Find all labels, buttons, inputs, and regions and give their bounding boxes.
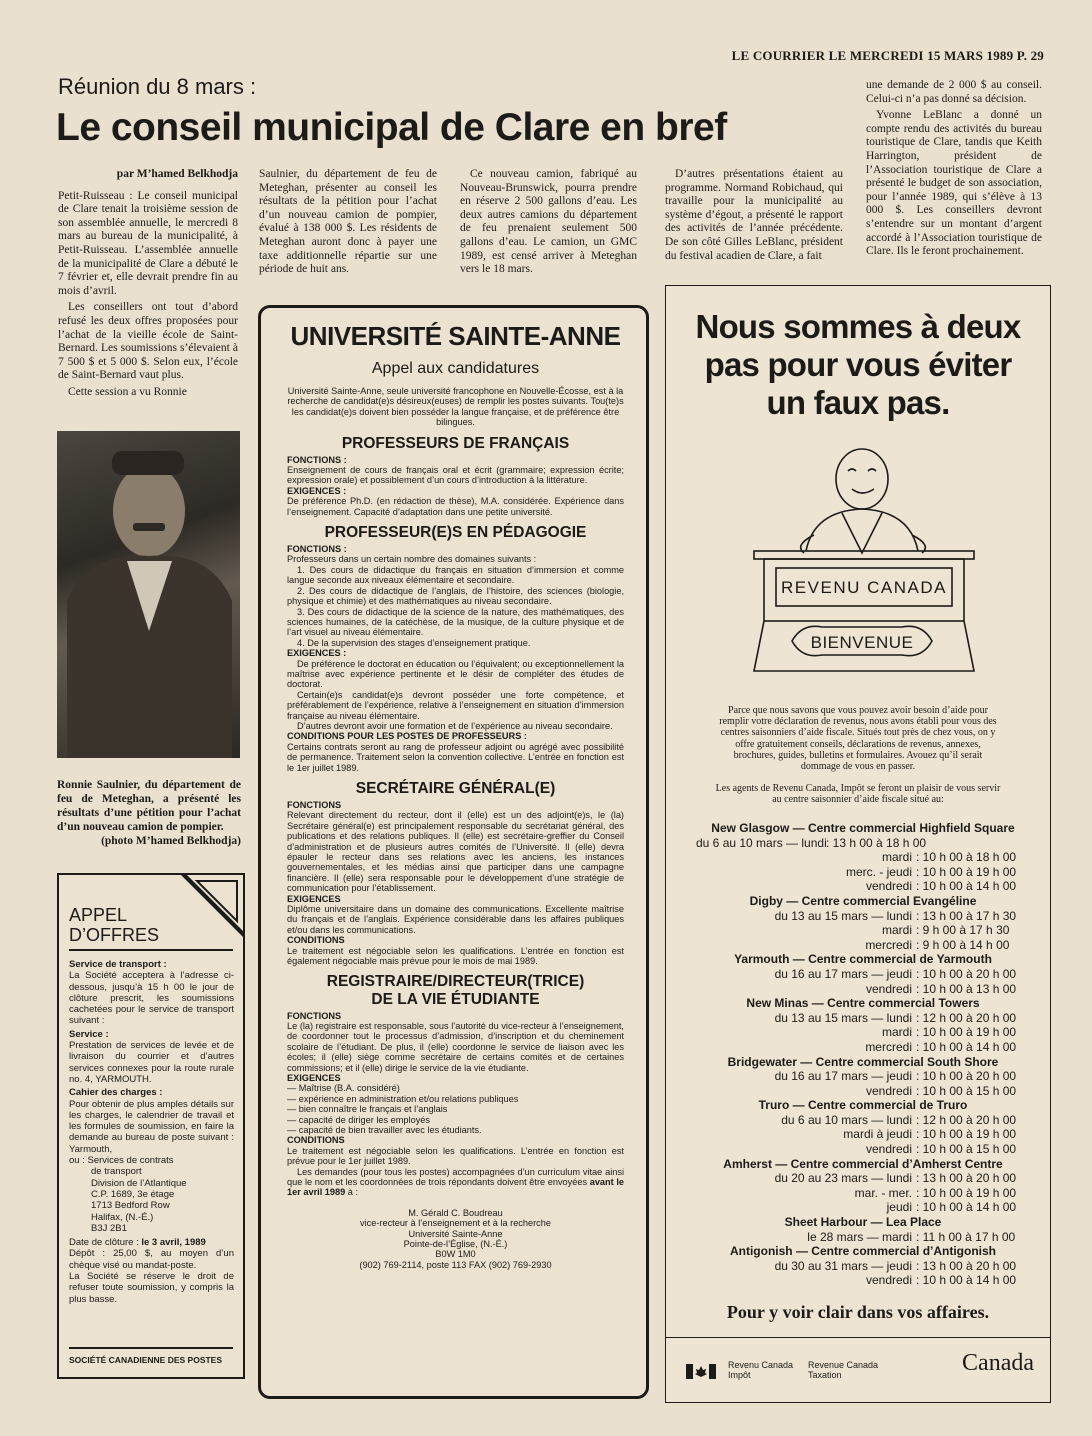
photo-credit: (photo M’hamed Belkhodja) (101, 835, 241, 847)
byline: par M’hamed Belkhodja (116, 168, 238, 180)
address-line: ou : Services de contrats (69, 1155, 174, 1167)
hours-row (696, 1084, 1030, 1099)
hours: : 10 h 00 à 13 h 00 (916, 981, 1017, 996)
caption-text: Ronnie Saulnier, du département de feu de Meteghan, a présenté les résultats d’une pétition pour l’achat d’un nouveau camion de pompier. (57, 779, 241, 833)
day: mardi (881, 1025, 912, 1040)
day: le 28 mars — mardi (807, 1229, 912, 1244)
text: Relevant directement du recteur, dont il (elle) est un des adjoint(e)s, le (la) Secrétaire général(e) est principalement responsable du secrétariat général, des publications et des relations publiques. Il (elle) est secrétaire-greffier du Conseil d’administration et de plusieurs autres comités de l’Université. Il (elle) devra épauler le recteur dans ses relations avec les anciens, les instances gouvernementales, et les médias ainsi que participer dans une campagne financière. Il (elle) sera responsable pour le développement d’une stratégie de communication pour l’établissement. (287, 810, 624, 894)
hours: : 10 h 00 à 19 h 00 (916, 864, 1017, 879)
dept-line: Revenu Canada (728, 1360, 794, 1370)
paragraph: Petit-Ruisseau : Le conseil municipal de Clare tenait la troisième session de son assemblée annuelle, le mercredi 8 mars au bureau de la municipalité, à Petit-Ruisseau. L’assemblée annuelle de la municipalité de Clare a débuté le 7 février et, elle devrait prendre fin au mois d’avril. (58, 189, 238, 297)
hours: : 12 h 00 à 20 h 00 (916, 1112, 1017, 1127)
location-block (696, 1055, 1030, 1099)
day: mardi (881, 923, 912, 938)
rc-headline-line: pas pour vous éviter (704, 346, 1012, 383)
list-item: — capacité de diriger les employés (287, 1114, 430, 1125)
location-block (696, 1157, 1030, 1215)
masthead: LE COURRIER LE MERCREDI 15 MARS 1989 P. 29 (731, 48, 1044, 63)
rc-slogan: Pour y voir clair dans vos affaires. (726, 1302, 990, 1322)
hours: : 9 h 00 à 14 h 00 (916, 937, 1010, 952)
appel-title-line-2: D’OFFRES (69, 925, 159, 945)
hours: : 9 h 00 à 17 h 30 (916, 923, 1010, 938)
hours: : 10 h 00 à 14 h 00 (916, 879, 1017, 894)
text: Diplôme universitaire dans un domaine des communications. Excellente maîtrise du français et de l’anglais. Expérience considérable dans les affaires publiques et/ou dans les communications. (287, 904, 624, 935)
text-part: à : (345, 1187, 359, 1198)
hours-row (696, 1230, 1030, 1245)
text: De préférence Ph.D. (en rédaction de thèse), M.A. considérée. Expérience dans l’enseignement. Capacité d’adaptation dans une petite université. (287, 496, 624, 517)
address-line: Halifax, (N.-É.) (91, 1211, 154, 1223)
rc-headline-line: un faux pas. (766, 384, 950, 421)
day: vendredi (865, 1083, 912, 1098)
hours-row (696, 879, 1030, 894)
location-name: Antigonish — Centre commercial d’Antigonish (729, 1244, 997, 1259)
list-item: 4. De la supervision des stages d’enseignement pratique. (297, 637, 531, 648)
dept-name-fr (728, 1360, 793, 1380)
paragraph: Ce nouveau camion, fabriqué au Nouveau-Brunswick, pourra prendre en réserve 2 500 gallons d’eau. Les deux autres camions du département de feu prenaient seulement 500 gallons d’eau. Le camion, un GMC 1989, est censé arriver à Meteghan vers le 18 mars. (460, 168, 637, 276)
label: FONCTIONS (287, 800, 342, 810)
paragraph: Les conseillers ont tout d’abord refusé les deux offres proposées pour l’achat de la vieille école de Saint-Bernard. Les soumissions s’élevaient à 7 500 $ et 5 000 $. Selon eux, l’école de Saint-Bernard vaut plus. (58, 301, 238, 382)
text (287, 1167, 624, 1198)
dept-name-en (808, 1360, 878, 1380)
photo-caption (57, 778, 241, 848)
location-block (696, 894, 1030, 952)
label: EXIGENCES (287, 893, 341, 904)
appel-footer: SOCIÉTÉ CANADIENNE DES POSTES (69, 1347, 233, 1365)
tax-agent-cartoon-icon (744, 431, 984, 701)
day: du 13 au 15 mars — lundi (774, 1010, 912, 1025)
day: du 6 au 10 mars — lundi (696, 835, 827, 850)
signature-line: Pointe-de-l’Église, (N.-É.) (403, 1239, 508, 1250)
hours: : 10 h 00 à 14 h 00 (916, 1039, 1017, 1054)
reserve-text: La Société se réserve le droit de refuser toute soumission, y compris la plus basse. (69, 1271, 234, 1305)
hours-row (696, 1171, 1030, 1186)
day: mercredi (865, 1039, 912, 1054)
day: mardi à jeudi (843, 1127, 912, 1142)
hours-row (696, 1069, 1030, 1084)
position-heading: SECRÉTAIRE GÉNÉRAL(E) (355, 780, 556, 797)
day: du 30 au 31 mars — jeudi (774, 1258, 912, 1273)
paragraph: D’autres présentations étaient au programme. Normand Robichaud, qui travaille pour la municipalité au système d’égout, a présenté le rapport des activités de l’année précédente. De son côté Gilles LeBlanc, président du festival acadien de Clare, a fait (665, 168, 843, 262)
position-heading (287, 973, 624, 1009)
univ-intro: Université Sainte-Anne, seule université francophone en Nouvelle-Écosse, est à la recherche de candidat(e)s désireux(euses) de remplir les postes suivants. Tou(te)s les candidat(e)s doivent bien posséder la langue française, et de préférence être bilingues. (287, 386, 624, 428)
text: Le (la) registraire est responsable, sous l’autorité du vice-recteur à l’enseignement, de coordonner tout le processus d’admission, d’inscription et du cheminement scolaire de l’étudiant. De plus, il (elle) coordonne le service de liaison avec les écoles; il (elle) siège comme secrétaire de certains comités et de certaines commissions; et il (elle) dirige le service de la vie étudiante. (287, 1020, 624, 1073)
position-heading: PROFESSEURS DE FRANÇAIS (341, 434, 570, 452)
location-name: Sheet Harbour — Lea Place (784, 1215, 942, 1230)
hours-row (696, 909, 1030, 924)
list-item: — capacité de bien travailler avec les étudiants. (287, 1124, 482, 1135)
location-block (696, 1244, 1030, 1288)
canada-flag-icon (686, 1364, 716, 1379)
paragraph: Yvonne LeBlanc a donné un compte rendu des activités du bureau touristique de Clare, tandis que Keith Harrington, président de l’Association touristique de Clare a présenté le budget de son association, pour l’année 1989, qui s’élève à 13 000 $. Les conseillers devront s’entendre sur un montant d’argent accordé à l’Association touristique de Clare. Ils le feront prochainement. (866, 109, 1042, 258)
sign-bienvenue: BIENVENUE (810, 633, 914, 652)
hours-row (696, 850, 1030, 865)
day: mercredi (865, 937, 912, 952)
univ-title: UNIVERSITÉ SAINTE-ANNE (290, 321, 621, 351)
day: du 13 au 15 mars — lundi (774, 908, 912, 923)
section-heading: Service de transport : (69, 959, 167, 970)
article-headline: Le conseil municipal de Clare en bref (56, 106, 727, 149)
sign-revenu-canada: REVENU CANADA (781, 578, 947, 597)
ronnie-saulnier-photo (57, 431, 240, 758)
location-name: Truro — Centre commercial de Truro (758, 1098, 968, 1113)
signature-line: Université Sainte-Anne (408, 1228, 503, 1239)
text: Certain(e)s candidat(e)s devront posséder une forte compétence, et préférablement de l’expérience, relative à l’enseignement en situation d’immersion française au niveau élémentaire. (287, 689, 624, 721)
hours: : 10 h 00 à 15 h 00 (916, 1142, 1017, 1157)
label: FONCTIONS : (287, 454, 347, 465)
article-column-5 (866, 79, 1042, 262)
hours: : 10 h 00 à 19 h 00 (916, 1185, 1017, 1200)
rc-headline-line: Nous sommes à deux (695, 308, 1021, 345)
location-block (696, 952, 1030, 996)
location-name: Amherst — Centre commercial d’Amherst Centre (723, 1156, 1003, 1171)
rc-intro: Parce que nous savons que vous pouvez avoir besoin d’aide pour remplir votre déclaration de revenus, nous avons établi pour vous des centres saisonniers d’aide fiscale. Situés tout près de chez vous, on y offre gratuitement conseils, déclarations de revenus, annexes, brochures, guides, bulletins et formulaires. Avouez qu’il serait dommage de vous en passer. (719, 705, 997, 773)
deadline: avant le 1er avril 1989 (287, 1177, 624, 1198)
signature-line: (902) 769-2114, poste 113 FAX (902) 769-2930 (359, 1259, 552, 1270)
hours: : 13 h 00 à 17 h 30 (916, 908, 1017, 923)
label: CONDITIONS (287, 1135, 345, 1146)
position-heading-line-2: DE LA VIE ÉTUDIANTE (371, 990, 540, 1008)
rc-intro-2: Les agents de Revenu Canada, Impôt se feront un plaisir de vous servir au centre saisonnier d’aide fiscale situé au: (715, 783, 1001, 806)
hours-row (696, 865, 1030, 880)
position-heading: PROFESSEUR(E)S EN PÉDAGOGIE (324, 524, 587, 542)
hours: : 13 h 00 à 18 h 00 (826, 835, 927, 850)
signature-line: vice-recteur à l’enseignement et à la recherche (360, 1218, 551, 1229)
hours: : 10 h 00 à 19 h 00 (916, 1127, 1017, 1142)
text: De préférence le doctorat en éducation ou l’équivalent; ou exceptionnellement la maîtrise avec expérience pertinente et le désir de compléter des études de doctorat. (287, 658, 624, 690)
appel-offres-ad (57, 873, 245, 1379)
hours-row (696, 1273, 1030, 1288)
label: EXIGENCES : (287, 648, 347, 659)
hours: : 10 h 00 à 19 h 00 (916, 1025, 1017, 1040)
address-line: de transport (91, 1166, 142, 1178)
location-block (696, 1098, 1030, 1156)
dept-line: Impôt (728, 1370, 751, 1380)
dept-line: Revenue Canada (808, 1360, 879, 1370)
article-column-3 (460, 168, 637, 280)
dept-line: Taxation (808, 1370, 842, 1380)
location-block (696, 996, 1030, 1054)
hours-row (696, 938, 1030, 953)
article-column-2 (259, 168, 437, 280)
appel-body (69, 959, 234, 1305)
location-name: Bridgewater — Centre commercial South Shore (727, 1054, 999, 1069)
location-name: Yarmouth — Centre commercial de Yarmouth (734, 952, 992, 967)
list-item: — Maîtrise (B.A. considéré) (287, 1083, 400, 1094)
hours: : 10 h 00 à 20 h 00 (916, 1069, 1017, 1084)
address-line: 1713 Bedford Row (91, 1200, 170, 1212)
location-name: New Minas — Centre commercial Towers (746, 996, 980, 1011)
section-heading: Service : (69, 1028, 109, 1040)
day: vendredi (865, 981, 912, 996)
hours: : 11 h 00 à 17 h 00 (916, 1229, 1016, 1244)
label: EXIGENCES : (287, 485, 347, 496)
day: du 16 au 17 mars — jeudi (774, 1069, 912, 1084)
closing-label: Date de clôture : (69, 1237, 142, 1249)
text-part: Les demandes (pour tous les postes) accompagnées d’un curriculum vitae ainsi que le nom et les coordonnées de trois répondants doivent être envoyées (287, 1166, 624, 1187)
cartoon-illustration (744, 431, 984, 701)
rc-footer (666, 1337, 1050, 1402)
day: du 6 au 10 mars — lundi (781, 1112, 912, 1127)
text: Certains contrats seront au rang de professeur adjoint ou agrégé avec possibilité de permanence. Traitement selon la convention collective. L’entrée en fonction est le 1er juillet 1989. (287, 741, 624, 773)
paragraph: une demande de 2 000 $ au conseil. Celui-ci n’a pas donné sa décision. (866, 79, 1042, 105)
text: Le traitement est négociable selon les qualifications. L’entrée en fonction est également négociable mais prévue pour le mois de mai 1989. (287, 945, 624, 967)
text: Le traitement est négociable selon les qualifications. L’entrée en fonction est prévue pour le 1er juillet 1989. (287, 1145, 624, 1167)
closing-date (69, 1237, 234, 1248)
section-text: Pour obtenir de plus amples détails sur les charges, le calendrier de travail et les formules de soumission, en faire la demande au bureau de poste suivant : Yarmouth, (69, 1098, 234, 1155)
day: mardi (881, 850, 912, 865)
address-line: Division de l’Atlantique (91, 1177, 187, 1189)
hours-row (696, 967, 1030, 982)
day: vendredi (865, 1273, 912, 1288)
signature-line: B0W 1M0 (435, 1249, 476, 1260)
hours: : 10 h 00 à 20 h 00 (916, 966, 1017, 981)
hours-row (696, 1142, 1030, 1157)
hours-row (696, 1011, 1030, 1026)
hours: : 13 h 00 à 20 h 00 (916, 1171, 1017, 1186)
signature-line: M. Gérald C. Boudreau (408, 1207, 503, 1218)
tax-centres-list (696, 821, 1030, 1288)
location-block (696, 821, 1030, 894)
hours: : 10 h 00 à 14 h 00 (916, 1200, 1017, 1215)
canada-wordmark: Canada (962, 1350, 1034, 1376)
day: vendredi (865, 1142, 912, 1157)
day: du 20 au 23 mars — lundi (774, 1171, 912, 1186)
divider (69, 949, 233, 951)
address-line: B3J 2B1 (91, 1222, 127, 1234)
day: mar. - mer. (854, 1185, 912, 1200)
rc-headline (666, 308, 1050, 422)
hours: : 10 h 00 à 15 h 00 (916, 1083, 1017, 1098)
day: vendredi (865, 879, 912, 894)
revenu-canada-ad (665, 285, 1051, 1403)
appel-title-line-1: APPEL (69, 905, 128, 925)
appel-title (69, 905, 159, 945)
article-column-4 (665, 168, 843, 266)
text: Enseignement de cours de français oral et écrit (grammaire; expression écrite; expression orale) et possiblement d’un cours d’introduction à la littérature. (287, 465, 624, 486)
section-text: La Société acceptera à l’adresse ci-dessous, jusqu’à 15 h 00 le jour de clôture prescrit, les soumissions cachetées pour le service de transport suivant : (69, 970, 234, 1027)
hours-row (696, 923, 1030, 938)
paragraph: Cette session a vu Ronnie (68, 385, 187, 398)
hours-row (696, 1200, 1030, 1215)
text: D’autres devront avoir une formation et de l’expérience au niveau secondaire. (297, 720, 613, 731)
day: du 16 au 17 mars — jeudi (774, 966, 912, 981)
hours-row (696, 1025, 1030, 1040)
location-name: New Glasgow — Centre commercial Highfield Square (711, 821, 1015, 835)
closing-date-value: le 3 avril, 1989 (141, 1237, 206, 1249)
list-item: 3. Des cours de didactique de la science de la nature, des mathématiques, des sciences humaines, de la catéchèse, de la musique, de la culture physique et de l’art visuel au niveau élémentaire. (287, 606, 624, 638)
location-name: Digby — Centre commercial Evangéline (749, 893, 977, 908)
text: Professeurs dans un certain nombre des domaines suivants : (287, 554, 537, 565)
label: FONCTIONS : (287, 544, 347, 555)
label: FONCTIONS (287, 1010, 342, 1021)
signature-block (287, 1208, 624, 1270)
label: CONDITIONS (287, 935, 345, 946)
hours-row (696, 1259, 1030, 1274)
day: merc. - jeudi (845, 864, 912, 879)
list-item: — expérience en administration et/ou relations publiques (287, 1093, 519, 1104)
list-item: 1. Des cours de didactique du français en situation d’immersion et comme langue seconde aux niveaux élémentaire et secondaire. (287, 564, 624, 586)
universite-sainte-anne-ad (258, 305, 649, 1399)
section-text: Prestation de services de levée et de livraison du courrier et d’autres services connexes pour la route rurale no. 4, YARMOUTH. (69, 1040, 234, 1085)
hours-row (696, 1040, 1030, 1055)
hours-row (696, 1113, 1030, 1128)
univ-subtitle: Appel aux candidatures (371, 360, 540, 377)
hours-row (696, 1186, 1030, 1201)
hours-row (696, 836, 1030, 851)
hours: : 10 h 00 à 18 h 00 (916, 850, 1017, 865)
list-item: 2. Des cours de didactique de l’anglais, de l’histoire, des sciences (biologie, physique et chimie) et des mathématiques au niveau secondaire. (287, 585, 624, 607)
list-item: — bien connaître le français et l’anglais (287, 1104, 448, 1115)
hours-row (696, 1127, 1030, 1142)
address-line: C.P. 1689, 3e étage (91, 1188, 175, 1200)
day: jeudi (886, 1200, 912, 1215)
position-heading-line-1: REGISTRAIRE/DIRECTEUR(TRICE) (326, 972, 585, 990)
article-kicker: Réunion du 8 mars : (58, 74, 257, 99)
postage-stamp-icon (179, 873, 245, 939)
label: EXIGENCES (287, 1072, 341, 1083)
location-block (696, 1215, 1030, 1244)
paragraph: Saulnier, du département de feu de Meteghan, présenter au conseil les résultats de la pétition pour l’achat d’un nouveau camion de pompier, évalué à 138 000 $. Les résidents de Meteghan auront donc à payer une taxe additionnelle répartie sur une période de huit ans. (259, 168, 437, 276)
section-heading: Cahier des charges : (69, 1087, 163, 1099)
hours: : 10 h 00 à 14 h 00 (916, 1273, 1017, 1288)
hours-row (696, 982, 1030, 997)
deposit-text: Dépôt : 25,00 $, au moyen d’un chèque visé ou mandat-poste. (69, 1248, 234, 1271)
article-column-1 (58, 168, 238, 403)
hours: : 13 h 00 à 20 h 00 (916, 1258, 1017, 1273)
hours: : 12 h 00 à 20 h 00 (916, 1010, 1017, 1025)
label: CONDITIONS POUR LES POSTES DE PROFESSEURS : (287, 731, 527, 742)
